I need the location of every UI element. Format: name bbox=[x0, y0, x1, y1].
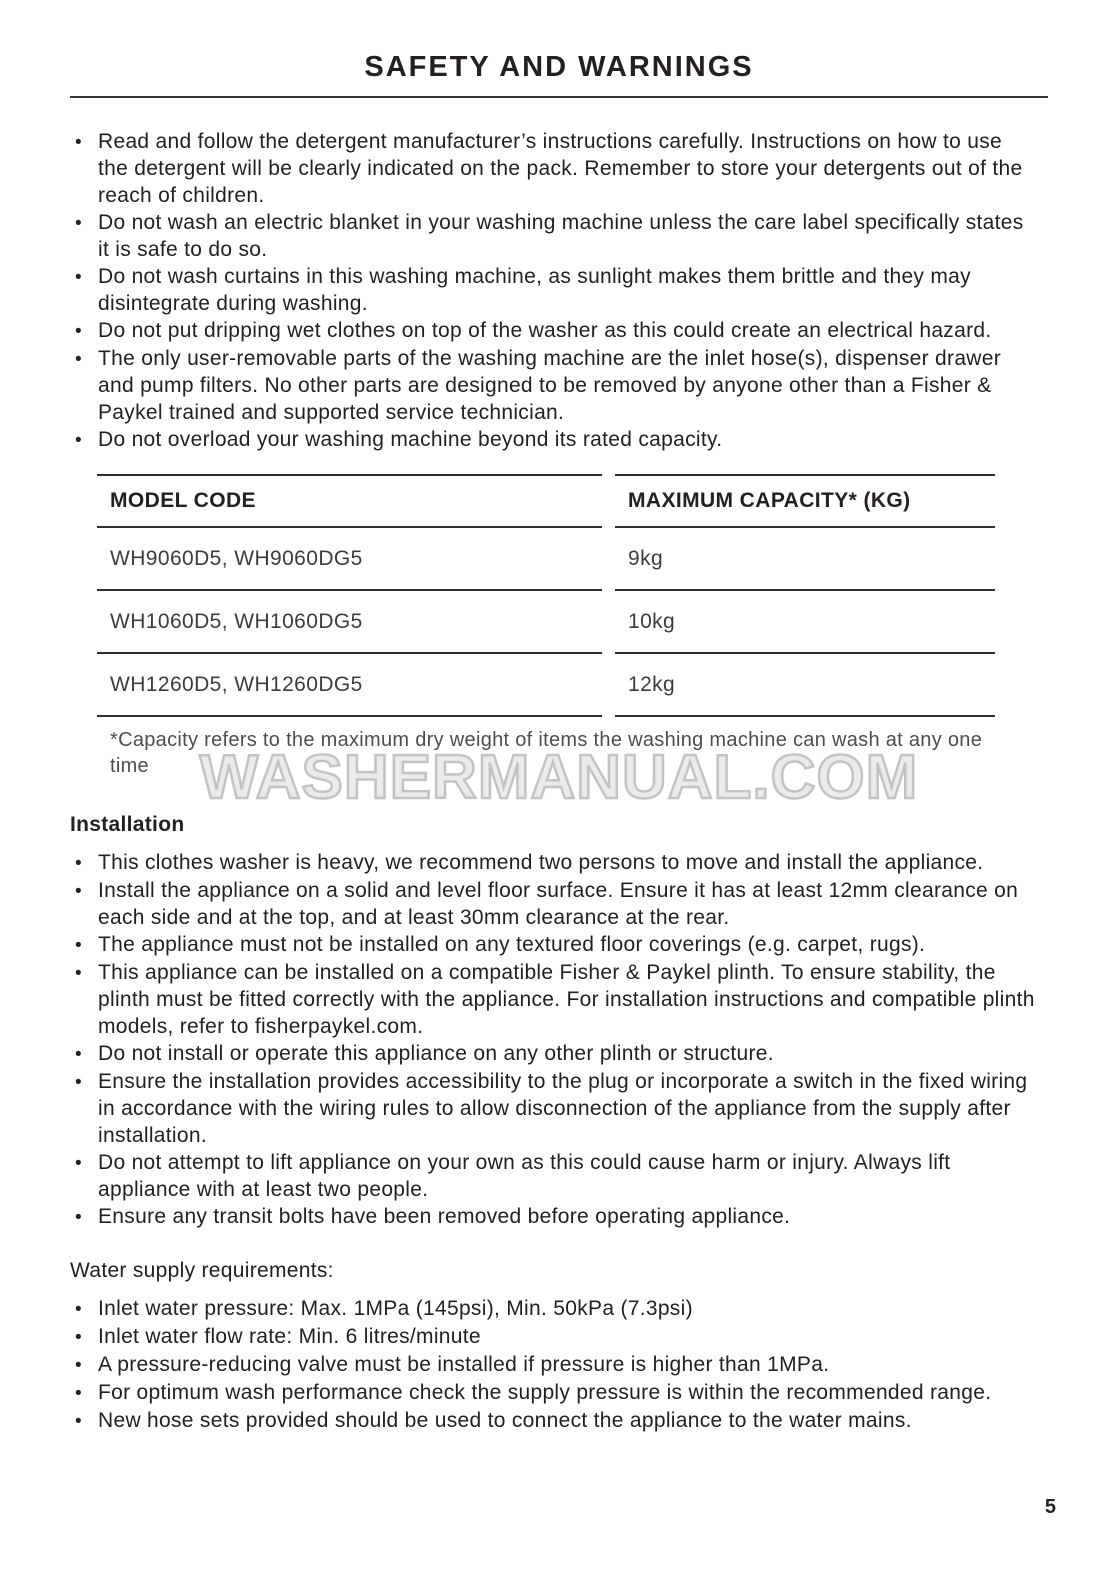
safety-bullet-item bbox=[75, 209, 1048, 263]
page-title: SAFETY AND WARNINGS bbox=[364, 51, 754, 83]
bullet-text: Inlet water flow rate: Min. 6 litres/minute bbox=[98, 1325, 481, 1348]
water-supply-bullet-item bbox=[75, 1379, 1048, 1407]
bullet-marker bbox=[75, 1379, 98, 1407]
title-divider bbox=[70, 96, 1048, 98]
bullet-marker bbox=[75, 849, 98, 877]
bullet-text: This appliance can be installed on a compatible Fisher & Paykel plinth. To ensure stability, the plinth must be fitted correctly with the appliance. For installation instructions and compatible plinth models, refer to fisherpaykel.com. bbox=[98, 961, 1035, 1038]
watermark-text: WASHERMANUAL.COM bbox=[199, 743, 919, 812]
safety-bullet-item bbox=[75, 317, 1048, 345]
bullet-text: This clothes washer is heavy, we recommend two persons to move and install the appliance. bbox=[98, 851, 984, 874]
safety-bullet-item bbox=[75, 128, 1048, 209]
model-code-cell: WH1060D5, WH1060DG5 bbox=[97, 591, 602, 654]
bullet-marker bbox=[75, 1203, 98, 1231]
safety-bullet-item bbox=[75, 426, 1048, 454]
capacity-table-header-row bbox=[97, 474, 995, 528]
bullet-text: Ensure the installation provides accessibility to the plug or incorporate a switch in the fixed wiring in accordance with the wiring rules to allow disconnection of the appliance from the supply after installation. bbox=[98, 1070, 1028, 1147]
installation-bullet-item bbox=[75, 931, 1048, 959]
table-row bbox=[97, 654, 995, 717]
table-row bbox=[97, 528, 995, 591]
model-code-cell: WH9060D5, WH9060DG5 bbox=[97, 528, 602, 591]
safety-bullet-list bbox=[70, 128, 1048, 454]
column-header-max-capacity: MAXIMUM CAPACITY* (KG) bbox=[615, 474, 995, 528]
bullet-marker bbox=[75, 345, 98, 373]
water-supply-bullet-list bbox=[70, 1295, 1048, 1435]
capacity-footnote: *Capacity refers to the maximum dry weight of items the washing machine can wash at any one time bbox=[110, 729, 983, 777]
bullet-text: Do not wash curtains in this washing machine, as sunlight makes them brittle and they may disintegrate during washing. bbox=[98, 265, 971, 315]
capacity-cell: 12kg bbox=[615, 654, 995, 717]
bullet-marker bbox=[75, 1407, 98, 1435]
bullet-marker bbox=[75, 426, 98, 454]
bullet-text: Do not wash an electric blanket in your washing machine unless the care label specifically states it is safe to do so. bbox=[98, 211, 1024, 261]
installation-bullet-item bbox=[75, 1203, 1048, 1231]
bullet-text: Ensure any transit bolts have been removed before operating appliance. bbox=[98, 1205, 791, 1228]
bullet-text: New hose sets provided should be used to connect the appliance to the water mains. bbox=[98, 1409, 912, 1432]
safety-bullet-item bbox=[75, 263, 1048, 317]
bullet-marker bbox=[75, 1040, 98, 1068]
installation-bullet-item bbox=[75, 1149, 1048, 1203]
column-header-model-code: MODEL CODE bbox=[97, 474, 602, 528]
safety-bullet-item bbox=[75, 345, 1048, 426]
installation-bullet-item bbox=[75, 1040, 1048, 1068]
installation-heading: Installation bbox=[70, 813, 185, 836]
installation-bullet-item bbox=[75, 1068, 1048, 1149]
bullet-text: Read and follow the detergent manufacturer’s instructions carefully. Instructions on how to use the detergent will be clearly indicated on the pack. Remember to store your detergents out of the reach of children. bbox=[98, 130, 1023, 207]
bullet-text: For optimum wash performance check the supply pressure is within the recommended range. bbox=[98, 1381, 992, 1404]
bullet-text: Do not attempt to lift appliance on your own as this could cause harm or injury. Always lift appliance with at least two people. bbox=[98, 1151, 951, 1201]
bullet-marker bbox=[75, 931, 98, 959]
bullet-marker bbox=[75, 128, 98, 156]
bullet-marker bbox=[75, 1323, 98, 1351]
installation-bullet-item bbox=[75, 849, 1048, 877]
bullet-marker bbox=[75, 263, 98, 291]
installation-bullet-item bbox=[75, 959, 1048, 1040]
bullet-text: The only user-removable parts of the washing machine are the inlet hose(s), dispenser drawer and pump filters. No other parts are designed to be removed by anyone other than a Fisher & Paykel trained and supported service technician. bbox=[98, 347, 1002, 424]
model-code-cell: WH1260D5, WH1260DG5 bbox=[97, 654, 602, 717]
bullet-marker bbox=[75, 317, 98, 345]
capacity-table-body bbox=[97, 528, 995, 717]
table-row bbox=[97, 591, 995, 654]
water-supply-bullet-item bbox=[75, 1323, 1048, 1351]
installation-bullet-item bbox=[75, 877, 1048, 931]
capacity-cell: 10kg bbox=[615, 591, 995, 654]
water-supply-heading: Water supply requirements: bbox=[70, 1259, 334, 1282]
bullet-marker bbox=[75, 1149, 98, 1177]
page-content bbox=[70, 50, 1048, 1435]
water-supply-bullet-item bbox=[75, 1295, 1048, 1323]
bullet-text: Install the appliance on a solid and level floor surface. Ensure it has at least 12mm clearance on each side and at the top, and at least 30mm clearance at the rear. bbox=[98, 879, 1019, 929]
water-supply-bullet-item bbox=[75, 1407, 1048, 1435]
bullet-marker bbox=[75, 1295, 98, 1323]
bullet-marker bbox=[75, 1068, 98, 1096]
bullet-marker bbox=[75, 959, 98, 987]
water-supply-bullet-item bbox=[75, 1351, 1048, 1379]
bullet-marker bbox=[75, 877, 98, 905]
bullet-text: Do not install or operate this appliance on any other plinth or structure. bbox=[98, 1042, 774, 1065]
bullet-text: The appliance must not be installed on any textured floor coverings (e.g. carpet, rugs). bbox=[98, 933, 926, 956]
bullet-text: A pressure-reducing valve must be installed if pressure is higher than 1MPa. bbox=[98, 1353, 830, 1376]
bullet-text: Do not overload your washing machine beyond its rated capacity. bbox=[98, 428, 723, 451]
bullet-marker bbox=[75, 209, 98, 237]
page-number: 5 bbox=[1044, 1496, 1056, 1518]
capacity-cell: 9kg bbox=[615, 528, 995, 591]
bullet-marker bbox=[75, 1351, 98, 1379]
capacity-table bbox=[97, 474, 995, 717]
installation-bullet-list bbox=[70, 849, 1048, 1231]
bullet-text: Inlet water pressure: Max. 1MPa (145psi), Min. 50kPa (7.3psi) bbox=[98, 1297, 693, 1320]
bullet-text: Do not put dripping wet clothes on top of the washer as this could create an electrical hazard. bbox=[98, 319, 992, 342]
